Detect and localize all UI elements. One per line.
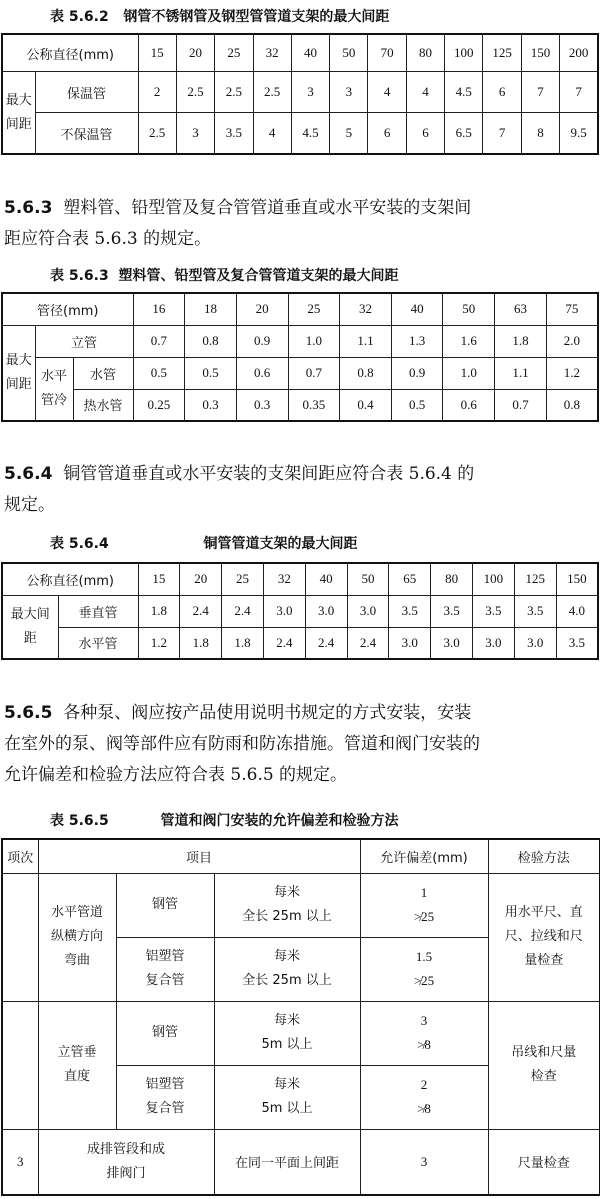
diameter-cell: 15 xyxy=(138,34,176,72)
value-cell: 2.5 xyxy=(215,72,253,113)
value-cell: 1.8 xyxy=(222,627,264,659)
tolerance-cell: 3 ≯8 xyxy=(360,1001,488,1065)
value-cell: 3 xyxy=(176,113,214,154)
diameter-cell: 63 xyxy=(495,293,547,325)
method-cell: 用水平尺、直尺、拉线和尺量检查 xyxy=(488,873,600,1001)
value-cell: 0.4 xyxy=(340,389,392,421)
diameter-cell: 18 xyxy=(185,293,237,325)
value-cell: 0.7 xyxy=(133,325,185,357)
diameter-cell: 16 xyxy=(133,293,185,325)
value-cell: 1.1 xyxy=(495,357,547,389)
diameter-cell: 65 xyxy=(389,563,431,595)
tolerance-cell: 2 ≯8 xyxy=(360,1065,488,1129)
value-cell: 2.0 xyxy=(546,325,598,357)
table-number: 表 5.6.2 xyxy=(50,9,109,25)
paragraph-5-6-4 xyxy=(4,459,598,521)
value-cell: 7 xyxy=(560,72,598,113)
value-cell: 1.2 xyxy=(138,627,180,659)
diameter-cell: 125 xyxy=(483,34,521,72)
value-cell: 2.4 xyxy=(180,595,222,627)
diameter-cell: 50 xyxy=(347,563,389,595)
value-cell: 9.5 xyxy=(560,113,598,154)
header-tolerance: 允许偏差(mm) xyxy=(360,839,488,873)
diameter-cell: 50 xyxy=(330,34,368,72)
value-cell: 2 xyxy=(138,72,176,113)
table-caption xyxy=(50,6,389,26)
group-label: 最大间距 xyxy=(2,72,35,154)
value-cell: 0.7 xyxy=(288,357,340,389)
value-cell: 2.5 xyxy=(253,72,291,113)
value-cell: 1.0 xyxy=(288,325,340,357)
seq-cell xyxy=(2,1001,38,1129)
diameter-cell: 25 xyxy=(215,34,253,72)
value-cell: 6.5 xyxy=(445,113,483,154)
value-cell: 5 xyxy=(330,113,368,154)
material-cell: 钢管 xyxy=(116,1001,214,1065)
value-cell: 1.1 xyxy=(340,325,392,357)
value-cell: 1.0 xyxy=(443,357,495,389)
value-cell: 6 xyxy=(368,113,406,154)
diameter-cell: 40 xyxy=(305,563,347,595)
diameter-cell: 32 xyxy=(253,34,291,72)
value-cell: 0.9 xyxy=(391,357,443,389)
value-cell: 0.5 xyxy=(133,357,185,389)
paragraph-line: 距应符合表 5.6.3 的规定。 xyxy=(4,229,212,249)
value-cell: 3.5 xyxy=(431,595,473,627)
tolerance-cell: 1.5 ≯25 xyxy=(360,937,488,1001)
condition-cell: 每米 全长 25m 以上 xyxy=(214,937,360,1001)
diameter-cell: 80 xyxy=(431,563,473,595)
diameter-cell: 100 xyxy=(445,34,483,72)
value-cell: 3.0 xyxy=(347,595,389,627)
value-cell: 3.5 xyxy=(473,595,515,627)
sub-group-label: 水平管冷 xyxy=(35,357,73,421)
diameter-cell: 32 xyxy=(263,563,305,595)
value-cell: 0.25 xyxy=(133,389,185,421)
group-label: 最大间距 xyxy=(2,595,58,659)
diameter-cell: 200 xyxy=(560,34,598,72)
value-cell: 1.8 xyxy=(180,627,222,659)
value-cell: 4.5 xyxy=(445,72,483,113)
value-cell: 1.8 xyxy=(138,595,180,627)
diameter-cell: 32 xyxy=(340,293,392,325)
value-cell: 3.5 xyxy=(215,113,253,154)
value-cell: 0.5 xyxy=(185,357,237,389)
table-title: 管道和阀门安装的允许偏差和检验方法 xyxy=(160,813,399,829)
table-caption xyxy=(50,265,398,285)
value-cell: 7 xyxy=(483,113,521,154)
method-cell: 尺量检查 xyxy=(488,1129,600,1195)
paragraph-line: 塑料管、铅型管及复合管管道垂直或水平安装的支架间 xyxy=(63,198,472,218)
clause-number: 5.6.4 xyxy=(4,464,53,484)
value-cell: 3.5 xyxy=(556,627,598,659)
diameter-cell: 125 xyxy=(514,563,556,595)
value-cell: 1.8 xyxy=(495,325,547,357)
diameter-cell: 100 xyxy=(473,563,515,595)
diameter-cell: 150 xyxy=(556,563,598,595)
value-cell: 0.8 xyxy=(546,389,598,421)
paragraph-5-6-3 xyxy=(4,193,598,255)
paragraph-5-6-5 xyxy=(4,698,598,791)
value-cell: 4.0 xyxy=(556,595,598,627)
value-cell: 0.6 xyxy=(236,357,288,389)
header-label: 管径(mm) xyxy=(2,293,133,325)
seq-cell: 3 xyxy=(2,1129,38,1195)
tolerance-cell: 1 ≯25 xyxy=(360,873,488,937)
value-cell: 3.5 xyxy=(389,595,431,627)
value-cell: 4 xyxy=(368,72,406,113)
table-5-6-5 xyxy=(1,838,600,1196)
diameter-cell: 20 xyxy=(176,34,214,72)
diameter-cell: 20 xyxy=(236,293,288,325)
value-cell: 3.0 xyxy=(514,627,556,659)
value-cell: 0.8 xyxy=(340,357,392,389)
value-cell: 2.5 xyxy=(176,72,214,113)
condition-cell: 在同一平面上间距 xyxy=(214,1129,360,1195)
diameter-cell: 40 xyxy=(291,34,329,72)
value-cell: 2.4 xyxy=(305,627,347,659)
row-label: 不保温管 xyxy=(35,113,138,154)
paragraph-line: 允许偏差和检验方法应符合表 5.6.5 的规定。 xyxy=(4,765,348,785)
diameter-cell: 70 xyxy=(368,34,406,72)
diameter-cell: 150 xyxy=(521,34,559,72)
value-cell: 6 xyxy=(483,72,521,113)
value-cell: 7 xyxy=(521,72,559,113)
tolerance-cell: 3 xyxy=(360,1129,488,1195)
value-cell: 0.5 xyxy=(391,389,443,421)
condition-cell: 每米 5m 以上 xyxy=(214,1001,360,1065)
value-cell: 1.2 xyxy=(546,357,598,389)
value-cell: 0.9 xyxy=(236,325,288,357)
value-cell: 3 xyxy=(291,72,329,113)
value-cell: 0.35 xyxy=(288,389,340,421)
table-5-6-4 xyxy=(1,562,599,660)
diameter-cell: 25 xyxy=(222,563,264,595)
diameter-cell: 40 xyxy=(391,293,443,325)
item-name: 水平管道纵横方向弯曲 xyxy=(38,873,116,1001)
table-caption xyxy=(50,810,398,830)
diameter-cell: 80 xyxy=(406,34,444,72)
value-cell: 6 xyxy=(406,113,444,154)
value-cell: 4.5 xyxy=(291,113,329,154)
value-cell: 1.3 xyxy=(391,325,443,357)
value-cell: 0.6 xyxy=(443,389,495,421)
diameter-cell: 75 xyxy=(546,293,598,325)
table-number: 表 5.6.3 xyxy=(50,268,109,284)
value-cell: 0.7 xyxy=(495,389,547,421)
header-label: 公称直径(mm) xyxy=(2,34,138,72)
value-cell: 2.4 xyxy=(263,627,305,659)
table-5-6-2 xyxy=(1,33,599,155)
value-cell: 2.5 xyxy=(138,113,176,154)
material-cell: 铝塑管复合管 xyxy=(116,937,214,1001)
diameter-cell: 25 xyxy=(288,293,340,325)
value-cell: 2.4 xyxy=(347,627,389,659)
paragraph-line: 各种泵、阀应按产品使用说明书规定的方式安装，安装 xyxy=(63,703,472,723)
diameter-cell: 15 xyxy=(138,563,180,595)
item-name: 成排管段和成排阀门 xyxy=(38,1129,214,1195)
row-label: 保温管 xyxy=(35,72,138,113)
value-cell: 1.6 xyxy=(443,325,495,357)
table-5-6-3 xyxy=(1,292,599,422)
condition-cell: 每米 全长 25m 以上 xyxy=(214,873,360,937)
clause-number: 5.6.5 xyxy=(4,703,53,723)
table-number: 表 5.6.5 xyxy=(50,813,109,829)
value-cell: 4 xyxy=(406,72,444,113)
header-method: 检验方法 xyxy=(488,839,600,873)
item-name: 立管垂直度 xyxy=(38,1001,116,1129)
header-seq: 项次 xyxy=(2,839,38,873)
method-cell: 吊线和尺量检查 xyxy=(488,1001,600,1129)
diameter-cell: 20 xyxy=(180,563,222,595)
paragraph-line: 规定。 xyxy=(4,495,55,515)
clause-number: 5.6.3 xyxy=(4,198,53,218)
header-item: 项目 xyxy=(38,839,360,873)
value-cell: 0.8 xyxy=(185,325,237,357)
material-cell: 钢管 xyxy=(116,873,214,937)
header-label: 公称直径(mm) xyxy=(2,563,138,595)
table-number: 表 5.6.4 xyxy=(50,536,109,552)
value-cell: 3.0 xyxy=(389,627,431,659)
value-cell: 8 xyxy=(521,113,559,154)
paragraph-line: 在室外的泵、阀等部件应有防雨和防冻措施。管道和阀门安装的 xyxy=(4,734,480,754)
table-title: 铜管管道支架的最大间距 xyxy=(203,536,358,552)
value-cell: 3 xyxy=(330,72,368,113)
material-cell: 铝塑管复合管 xyxy=(116,1065,214,1129)
row-label: 水平管 xyxy=(58,627,138,659)
row-label: 热水管 xyxy=(73,389,133,421)
value-cell: 0.3 xyxy=(236,389,288,421)
condition-cell: 每米 5m 以上 xyxy=(214,1065,360,1129)
row-label: 立管 xyxy=(35,325,133,357)
value-cell: 0.3 xyxy=(185,389,237,421)
value-cell: 3.0 xyxy=(305,595,347,627)
value-cell: 3.0 xyxy=(473,627,515,659)
value-cell: 2.4 xyxy=(222,595,264,627)
group-label: 最大间距 xyxy=(2,325,35,421)
row-label: 水管 xyxy=(73,357,133,389)
table-caption xyxy=(50,533,357,553)
value-cell: 3.0 xyxy=(263,595,305,627)
value-cell: 4 xyxy=(253,113,291,154)
value-cell: 3.5 xyxy=(514,595,556,627)
paragraph-line: 铜管管道垂直或水平安装的支架间距应符合表 5.6.4 的 xyxy=(63,464,475,484)
table-title: 塑料管、铅型管及复合管管道支架的最大间距 xyxy=(118,268,399,284)
seq-cell xyxy=(2,873,38,1001)
diameter-cell: 50 xyxy=(443,293,495,325)
value-cell: 3.0 xyxy=(431,627,473,659)
table-title: 钢管不锈钢管及钢型管管道支架的最大间距 xyxy=(123,9,390,25)
row-label: 垂直管 xyxy=(58,595,138,627)
